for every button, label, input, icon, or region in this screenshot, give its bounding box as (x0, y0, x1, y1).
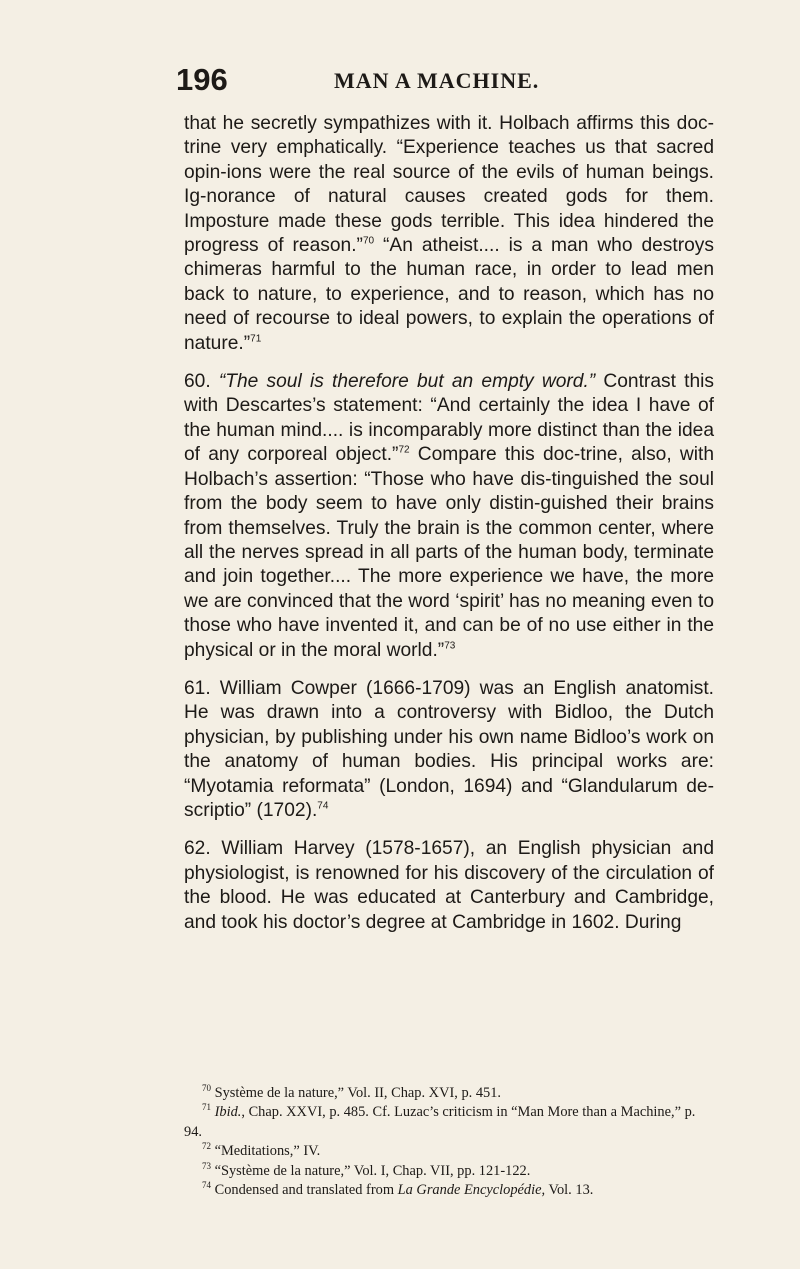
paragraph: 61. William Cowper (1666-1709) was an English anatomist. He was drawn into a controversy with Bidloo, the Dutch physician, by publishing under his own name Bidloo’s work on the anatomy of human bodies. His principal works are: “Myotamia reformata” (London, 1694) and “Glandularum de-scriptio” (1702).$^{74}$ (184, 677, 714, 821)
body-text (184, 112, 714, 935)
footnote-ref: 71 (250, 333, 262, 345)
footnote: $^{72}$ “Meditations,” IV. (202, 1141, 321, 1160)
paragraph: 60. “The soul is therefore but an empty word.” Contrast this with Descartes’s statement: “And certainly the idea I have of the human mind.... is incomparably more distinct than the idea of any corporeal object.”$^{72}$ Compare this doc-trine, also, with Holbach’s assertion: “Those who have dis-tinguished the soul from the body seem to have only distin-guished their brains from themselves. Truly the brain is the common center, where all the nerves spread in all parts of the human body, terminate and join together.... The more experience we have, the more we are convinced that the word ‘spirit’ has no meaning even to those who have invented it, and can be of no use either in the physical or in the moral world.”$^{73}$ (184, 371, 714, 661)
running-title: MAN A MACHINE. (334, 68, 540, 93)
footnote-ref: 72 (398, 444, 410, 456)
footnote-ref: 74 (317, 800, 329, 812)
paragraph: 62. William Harvey (1578-1657), an English physician and physiologist, is renowned for his discovery of the circulation of the blood. He was educated at Canterbury and Cambridge, and took his doctor’s degree at Cambridge in 1602. During (184, 838, 714, 933)
footnote-ref: 73 (444, 640, 456, 652)
footnote-ref: 70 (362, 235, 375, 247)
footnote: $^{73}$ “Système de la nature,” Vol. I, Chap. VII, pp. 121-122. (202, 1160, 531, 1179)
footnotes (184, 1084, 714, 1200)
footnote: $^{70}$ Système de la nature,” Vol. II, Chap. XVI, p. 451. (202, 1083, 502, 1101)
footnote: $^{71}$ Ibid., Chap. XXVI, p. 485. Cf. Luzac’s criticism in “Man More than a Machine,” p. 94. (184, 1102, 696, 1140)
paragraph: that he secretly sympathizes with it. Holbach affirms this doc-trine very emphatically. “Experience teaches us that sacred opin-ions were the real source of the evils of human beings. Ig-norance of natural causes created gods for them. Imposture made these gods terrible. This idea hindered the progress of reason.”$^{70}$ “An atheist.... is a man who destroys chimeras harmful to the human race, in order to lead men back to nature, to experience, and to reason, which has no need of recourse to ideal powers, to explain the operations of nature.”$^{71}$ (184, 113, 714, 354)
page-header (176, 62, 716, 102)
footnote: $^{74}$ Condensed and translated from La Grande Encyclopédie, Vol. 13. (202, 1180, 594, 1199)
page-number: 196 (176, 62, 228, 97)
